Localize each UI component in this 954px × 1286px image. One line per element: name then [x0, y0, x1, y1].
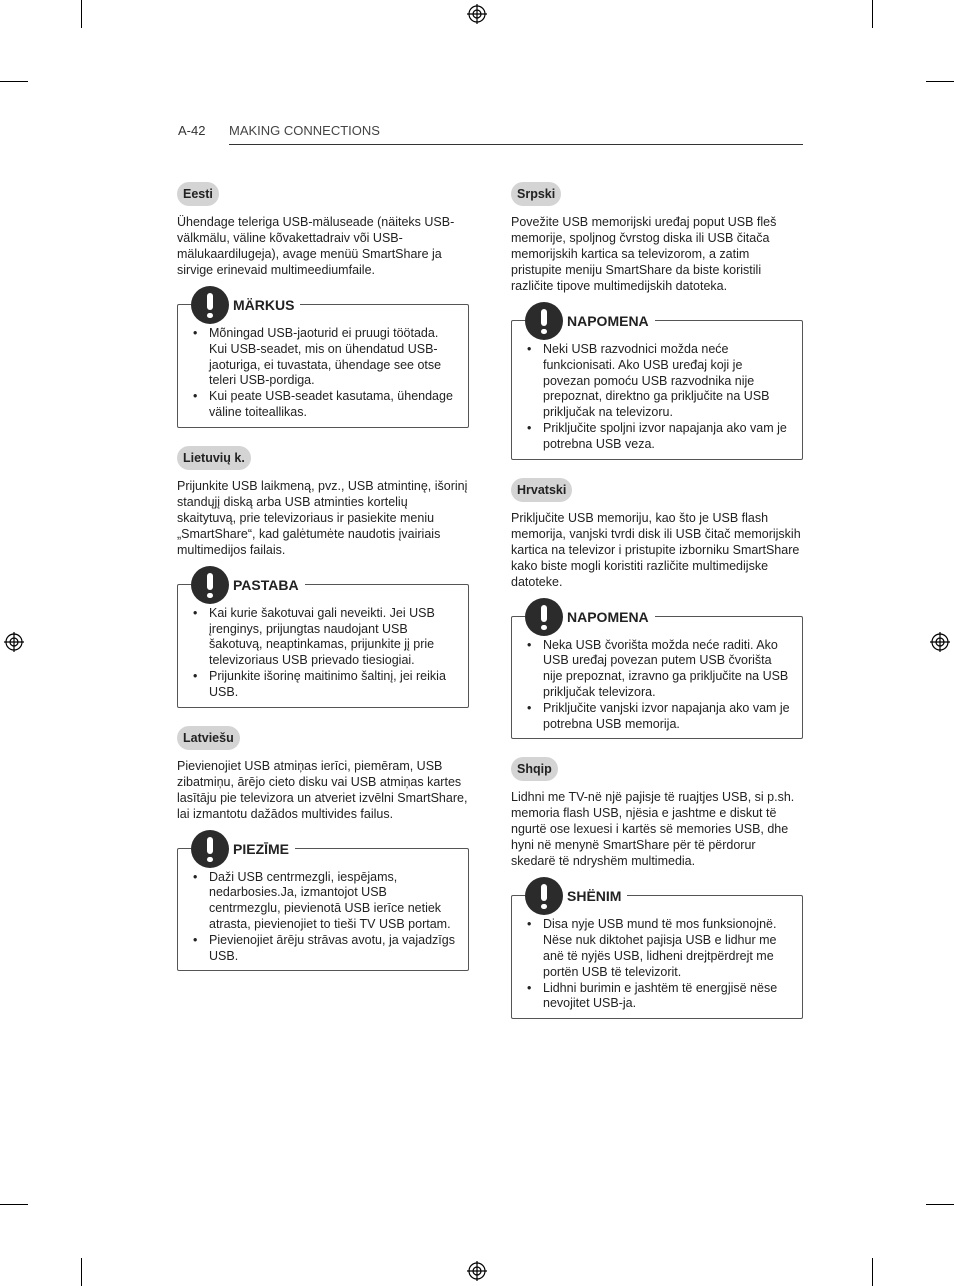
note-bullet: • Neki USB razvodnici možda neće funkcionisati. Ako USB uređaj koji je povezan pomoću USB razvodnika nije prepoznat, direktno ga priključite na USB priključak na televizoru.	[526, 342, 790, 421]
note-bullet: • Neka USB čvorišta možda neće raditi. Ako USB uređaj povezan putem USB čvorišta nije prepoznat, izravno ga priključite na USB priključak televizora.	[526, 638, 790, 701]
crop-mark	[0, 1204, 28, 1205]
note-label: PIEZĪME	[233, 840, 290, 857]
crop-mark	[926, 1204, 954, 1205]
language-section-srpski	[511, 182, 803, 460]
note-list	[192, 326, 456, 421]
crop-mark	[872, 0, 873, 28]
page-header	[229, 120, 803, 145]
section-paragraph: Lidhni me TV-në një pajisje të ruajtjes USB, si p.sh. memoria flash USB, njësia e jashtme e diskut të ngurtë ose lexuesi i kartës së memories USB, dhe hyni në menynë SmartShare për të përdorur skedarë të ndryshëm multimedia.	[511, 790, 795, 869]
note-header	[191, 286, 300, 324]
crop-mark	[81, 1258, 82, 1286]
exclamation-icon	[525, 598, 563, 636]
note-header	[191, 830, 295, 868]
left-column	[177, 182, 469, 989]
note-bullet: • Daži USB centrmezgli, iespējams, nedarbosies.Ja, izmantojot USB centrmezglu, pievienotā USB ierīce netiek atrasta, pievienojiet to tieši TV USB portam.	[192, 870, 456, 933]
language-label: Srpski	[511, 182, 561, 206]
note-bullet: • Disa nyje USB mund të mos funksionojnë. Nëse nuk diktohet pajisja USB e lidhur me anë të nyjës USB, lidheni drejtpërdrejt me portën USB të televizorit.	[526, 917, 790, 980]
crop-mark	[926, 81, 954, 82]
section-paragraph: Priključite USB memoriju, kao što je USB flash memorija, vanjski tvrdi disk ili USB čitač memorijskih kartica na televizor i pristupite izborniku SmartShare kako biste mogli koristiti različite multimedijske datoteke.	[511, 510, 801, 589]
note-box	[177, 830, 469, 972]
note-bullet: • Lidhni burimin e jashtëm të energjisë nëse nevojitet USB-ja.	[526, 981, 790, 1013]
note-label: MÄRKUS	[233, 297, 295, 313]
note-header	[525, 302, 655, 340]
language-label: Latviešu	[177, 726, 240, 750]
registration-mark-icon	[467, 1261, 487, 1281]
exclamation-icon	[191, 566, 229, 604]
registration-mark-icon	[467, 4, 487, 24]
language-section-shqip	[511, 757, 803, 1019]
note-label: PASTABA	[233, 576, 299, 593]
language-label: Hrvatski	[511, 478, 572, 502]
section-paragraph: Ühendage teleriga USB-mäluseade (näiteks USB-välkmälu, väline kõvakettadraiv või USB-mälukaardilugeja), avage menüü SmartShare ja sirvige erinevaid multimeediumfaile.	[177, 215, 455, 277]
note-list	[192, 870, 456, 965]
note-bullet: • Pievienojiet ārēju strāvas avotu, ja vajadzīgs USB.	[192, 933, 456, 965]
registration-mark-icon	[4, 632, 24, 652]
note-label: NAPOMENA	[567, 313, 649, 329]
note-bullet: • Kai kurie šakotuvai gali neveikti. Jei USB įrenginys, prijungtas naudojant USB šakotuvą, neaptinkamas, prijunkite jį prie televizoriaus USB prievado tiesiogiai.	[192, 606, 456, 669]
note-label: NAPOMENA	[567, 608, 649, 625]
exclamation-icon	[525, 302, 563, 340]
note-list	[192, 606, 456, 701]
note-list	[526, 638, 790, 733]
note-header	[525, 877, 627, 915]
language-section-hrvatski	[511, 478, 803, 740]
note-list	[526, 917, 790, 1012]
registration-mark-icon	[930, 632, 950, 652]
crop-mark	[81, 0, 82, 28]
note-box	[177, 566, 469, 708]
exclamation-icon	[191, 286, 229, 324]
right-column	[511, 182, 803, 1037]
page-number: A-42	[178, 123, 206, 138]
language-label: Eesti	[177, 182, 219, 206]
exclamation-icon	[191, 830, 229, 868]
language-section-lietuviu	[177, 446, 469, 708]
note-box	[177, 286, 469, 428]
note-header	[191, 566, 305, 604]
exclamation-icon	[525, 877, 563, 915]
crop-mark	[0, 81, 28, 82]
note-box	[511, 302, 803, 460]
section-paragraph: Pievienojiet USB atmiņas ierīci, piemēram, USB zibatmiņu, ārējo cieto disku vai USB atmiņas kartes lasītāju pie televizora un atveriet izvēlni SmartShare, lai izmantotu dažādos multivides failus.	[177, 758, 468, 821]
note-header	[525, 598, 655, 636]
note-box	[511, 877, 803, 1019]
note-label: SHËNIM	[567, 888, 622, 905]
crop-mark	[872, 1258, 873, 1286]
note-bullet: • Mõningad USB-jaoturid ei pruugi töötada. Kui USB-seadet, mis on ühendatud USB-jaoturiga, ei tuvastata, ühendage see otse teleri USB-pordiga.	[192, 326, 456, 389]
note-content	[511, 320, 803, 460]
language-section-latviesu	[177, 726, 469, 972]
section-paragraph: Prijunkite USB laikmeną, pvz., USB atmintinę, išorinį standųjį diską arba USB atminties kortelių skaitytuvą, prie televizoriaus ir pasiekite meniu „SmartShare“, kad galėtumėte naudotis įvairiais multimedijos failais.	[177, 478, 468, 557]
note-bullet: • Kui peate USB-seadet kasutama, ühendage väline toiteallikas.	[192, 389, 456, 421]
section-title: MAKING CONNECTIONS	[229, 123, 380, 138]
language-label: Shqip	[511, 757, 558, 781]
note-bullet: • Prijunkite išorinę maitinimo šaltinį, jei reikia USB.	[192, 669, 456, 701]
language-section-eesti	[177, 182, 469, 428]
section-paragraph: Povežite USB memorijski uređaj poput USB fleš memorije, spoljnog čvrstog diska ili USB čitača memorijskih kartica sa televizorom, a zatim pristupite meniju SmartShare da biste koristili različite tipove multimedijskih datoteka.	[511, 215, 777, 293]
language-label: Lietuvių k.	[177, 446, 251, 470]
note-list	[526, 342, 790, 453]
note-bullet: • Priključite spoljni izvor napajanja ako vam je potrebna USB veza.	[526, 421, 790, 453]
note-box	[511, 598, 803, 740]
note-bullet: • Priključite vanjski izvor napajanja ako vam je potrebna USB memorija.	[526, 701, 790, 733]
